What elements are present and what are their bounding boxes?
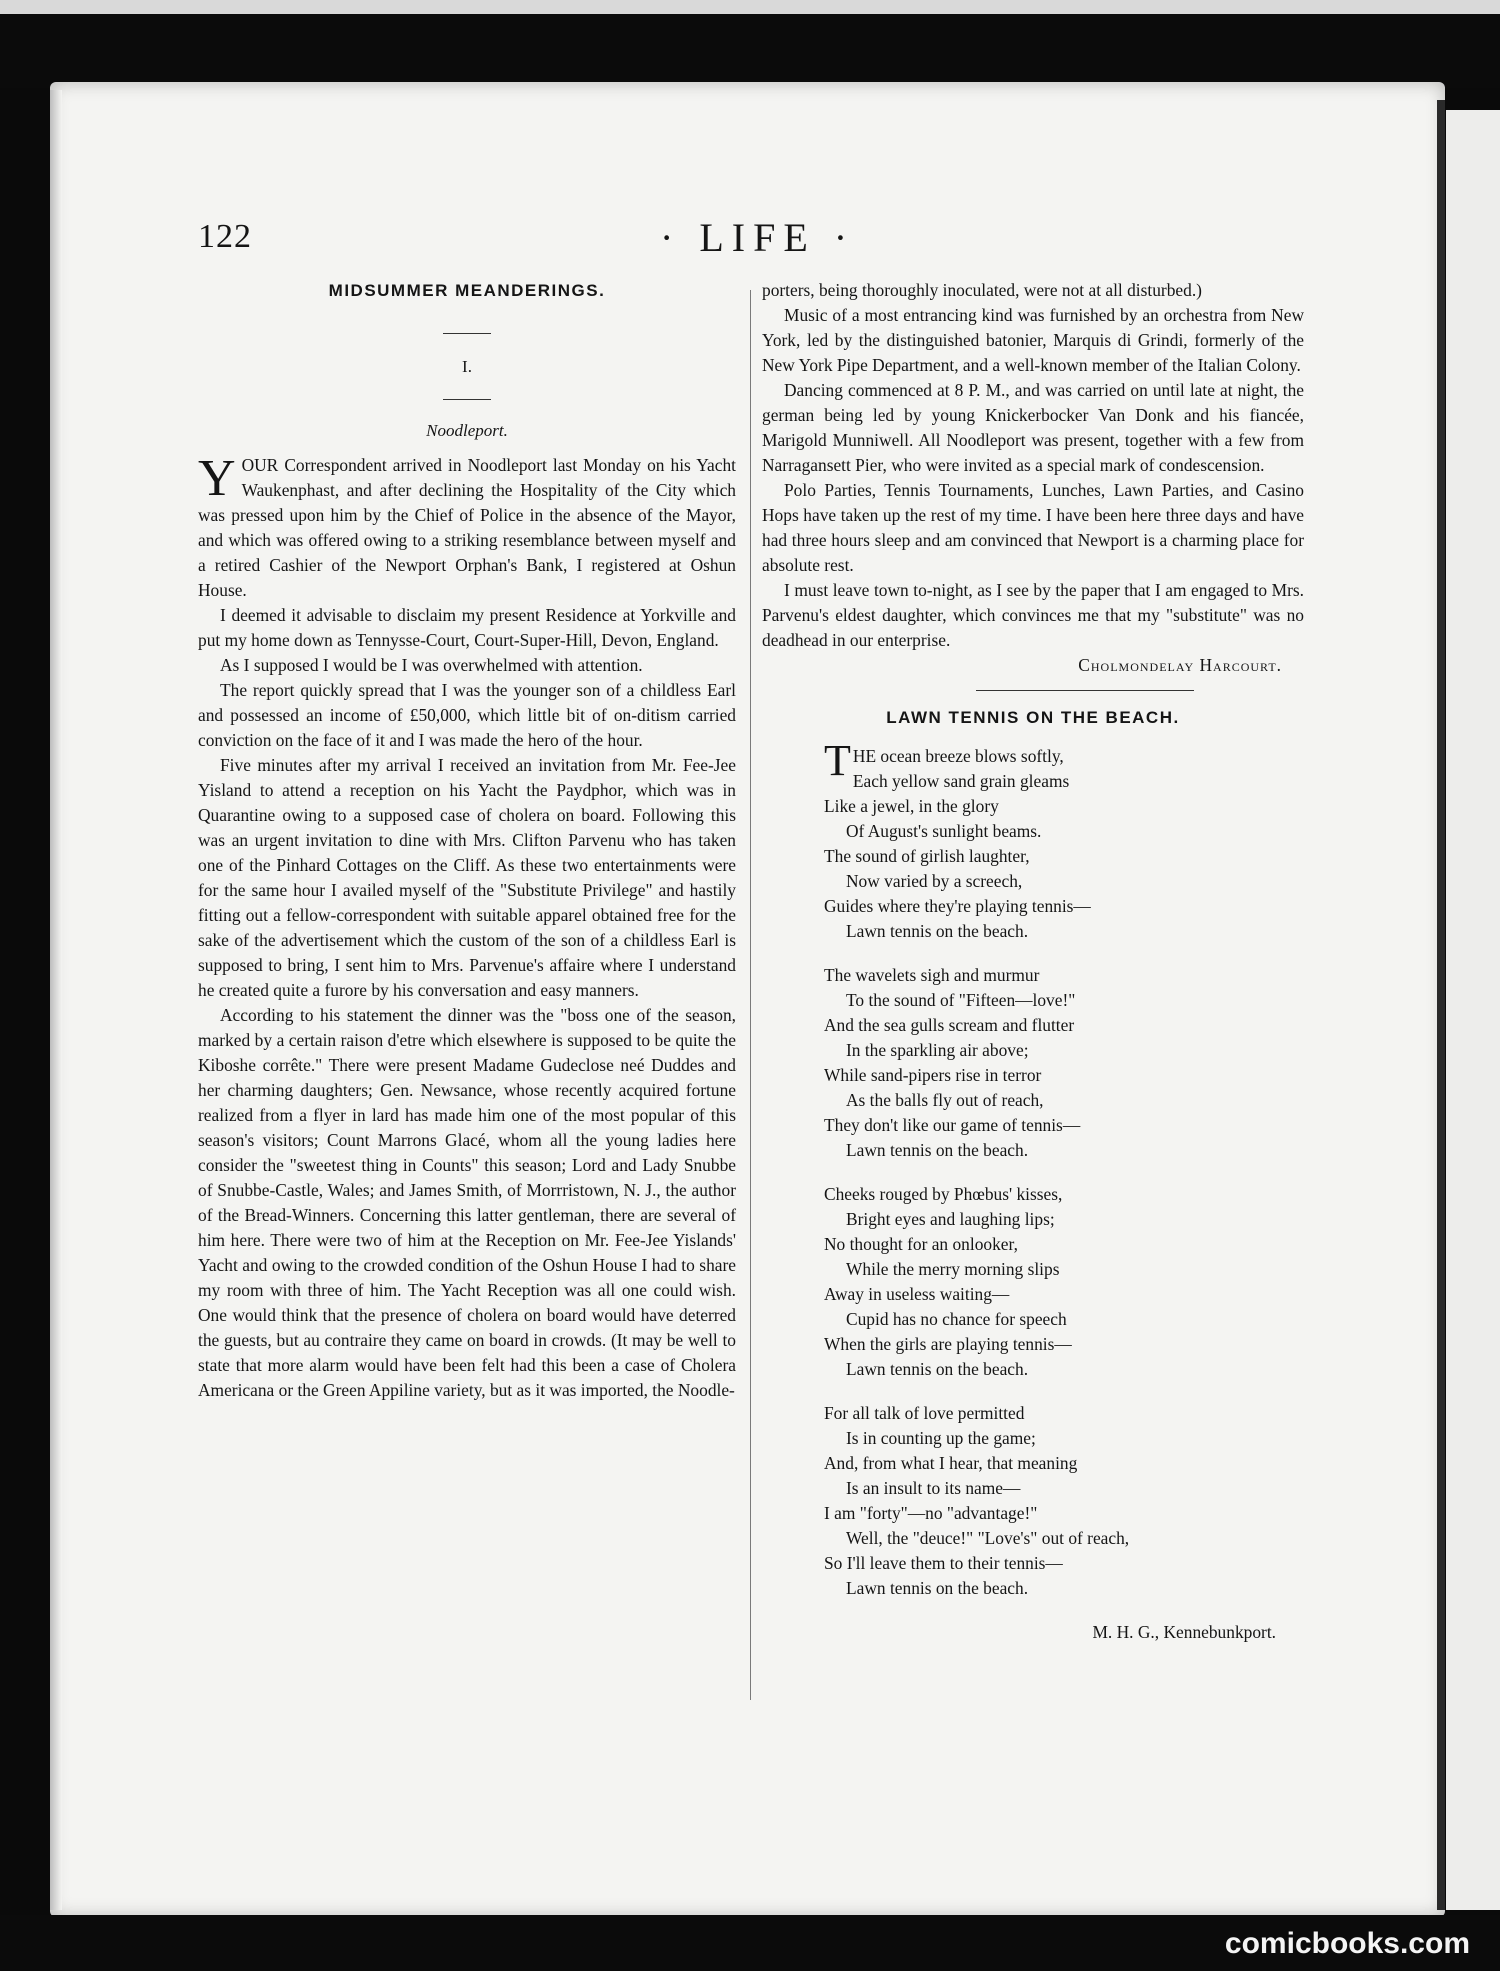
article-title: MIDSUMMER MEANDERINGS. bbox=[328, 281, 606, 300]
poem-line: Well, the "deuce!" "Love's" out of reach, bbox=[846, 1528, 1130, 1548]
poem bbox=[824, 736, 1304, 1645]
poem-line: I am "forty"—no "advantage!" bbox=[824, 1503, 1038, 1523]
poem-stanza bbox=[824, 736, 1304, 944]
masthead: · LIFE · bbox=[660, 215, 856, 260]
article-paragraph: I must leave town to-night, as I see by the paper that I am engaged to Mrs. Parvenu's eldest daughter, which convinces me that my "substitute" was no deadhead in our enterprise. bbox=[762, 580, 1304, 650]
poem-line: While the merry morning slips bbox=[846, 1259, 1060, 1279]
page-gutter bbox=[1437, 100, 1445, 1910]
page-left-edge bbox=[50, 90, 62, 1910]
poem-line: Cheeks rouged by Phœbus' kisses, bbox=[824, 1184, 1063, 1204]
article-paragraph: YOUR Correspondent arrived in Noodleport last Monday on his Yacht Waukenphast, and after declining the Hospitality of the City which was pressed upon him by the Chief of Police in the absence of the Mayor, and which was offered owing to a striking resemblance between myself and a retired Cashier of the Newport Orphan's Bank, I registered at Oshun House. bbox=[198, 450, 736, 600]
article-subtitle: Noodleport. bbox=[426, 421, 508, 440]
poem-line: For all talk of love permitted bbox=[824, 1403, 1025, 1423]
next-page-edge bbox=[1446, 110, 1500, 1910]
poem-line: And, from what I hear, that meaning bbox=[824, 1453, 1078, 1473]
poem-line: And the sea gulls scream and flutter bbox=[824, 1015, 1075, 1035]
poem-stanza bbox=[824, 1182, 1304, 1382]
poem-stanza bbox=[824, 1401, 1304, 1601]
poem-signature: M. H. G., Kennebunkport. bbox=[1092, 1622, 1276, 1642]
article-column-left bbox=[198, 278, 736, 1403]
article-paragraph: The report quickly spread that I was the younger son of a childless Earl and possessed an income of £50,000, which little bit of on-ditism carried conviction on the face of it and I was made the hero of the hour. bbox=[198, 680, 736, 750]
poem-line: The sound of girlish laughter, bbox=[824, 846, 1030, 866]
poem-line: They don't like our game of tennis— bbox=[824, 1115, 1081, 1135]
poem-line: Away in useless waiting— bbox=[824, 1284, 1010, 1304]
article-paragraph: According to his statement the dinner was the "boss one of the season, marked by a certain raison d'etre which elsewhere is supposed to be quite the Kiboshe corrête." There were present Madame Gudeclose neé Duddes and her charming daughters; Gen. Newsance, whose recently acquired fortune realized from a flyer in lard has made him one of the most popular of this season's visitors; Count Marrons Glacé, whom all the young ladies here consider the "sweetest thing in Counts" this season; Lord and Lady Snubbe of Snubbe-Castle, Wales; and James Smith, of Morrristown, N. J., the author of the Bread-Winners. Concerning this latter gentleman, there are several of him here. There were two of him at the Reception on Mr. Fee-Jee Yislands' Yacht and owing to the crowded condition of the Oshun House I had to share my room with three of him. The Yacht Reception was all one could wish. One would think that the presence of cholera on board would have deterred the guests, but au contraire they came on board in crowds. (It may be well to state that more alarm would have been felt had this been a case of Cholera Americana or the Green Appiline variety, but as it was imported, the Noodle- bbox=[198, 1005, 736, 1400]
poem-line: So I'll leave them to their tennis— bbox=[824, 1553, 1063, 1573]
poem-title: LAWN TENNIS ON THE BEACH. bbox=[886, 708, 1180, 727]
poem-line: The wavelets sigh and murmur bbox=[824, 965, 1040, 985]
article-paragraph: As I supposed I would be I was overwhelmed with attention. bbox=[220, 655, 643, 675]
scan-top-strip bbox=[0, 0, 1500, 14]
poem-line: Cupid has no chance for speech bbox=[846, 1309, 1067, 1329]
section-rule bbox=[976, 690, 1194, 691]
section-numeral: I. bbox=[462, 357, 472, 376]
poem-line: Lawn tennis on the beach. bbox=[846, 1578, 1029, 1598]
poem-line: Bright eyes and laughing lips; bbox=[846, 1209, 1055, 1229]
poem-drop-cap: T bbox=[824, 736, 851, 785]
article-signature: Cholmondelay Harcourt. bbox=[1078, 655, 1282, 675]
poem-line: Guides where they're playing tennis— bbox=[824, 896, 1091, 916]
article-paragraph: Five minutes after my arrival I received an invitation from Mr. Fee-Jee Yisland to attend a reception on his Yacht the Paydphor, which was in Quarantine owing to a supposed case of cholera on board. Following this was an urgent invitation to dine with Mrs. Clifton Parvenu who has taken one of the Pinhard Cottages on the Cliff. As these two entertainments were for the same hour I availed myself of the "Substitute Privilege" and hastily fitting out a fellow-correspondent with suitable apparel obtained free for the sake of the advertisement which the custom of the son of a childless Earl is supposed to bring, I sent him to Mrs. Parvenue's affaire where I understand he created quite a furore by his conversation and easy manners. bbox=[198, 755, 736, 1000]
poem-line: In the sparkling air above; bbox=[846, 1040, 1029, 1060]
poem-line: To the sound of "Fifteen—love!" bbox=[846, 990, 1076, 1010]
drop-cap: Y bbox=[198, 450, 236, 507]
article-paragraph: I deemed it advisable to disclaim my present Residence at Yorkville and put my home down as Tennysse-Court, Court-Super-Hill, Devon, England. bbox=[198, 605, 736, 650]
poem-line: Is in counting up the game; bbox=[846, 1428, 1036, 1448]
watermark: comicbooks.com bbox=[1224, 1927, 1470, 1960]
poem-line: When the girls are playing tennis— bbox=[824, 1334, 1072, 1354]
poem-line: No thought for an onlooker, bbox=[824, 1234, 1018, 1254]
article-paragraph: Polo Parties, Tennis Tournaments, Lunches, Lawn Parties, and Casino Hops have taken up the rest of my time. I have been here three days and have had three hours sleep and am convinced that Newport is a charming place for absolute rest. bbox=[762, 480, 1304, 575]
poem-line: Each yellow sand grain gleams bbox=[852, 771, 1070, 791]
page-number: 122 bbox=[198, 218, 252, 255]
poem-line: While sand-pipers rise in terror bbox=[824, 1065, 1042, 1085]
article-paragraph: porters, being thoroughly inoculated, were not at all disturbed.) bbox=[762, 280, 1202, 300]
article-column-right bbox=[762, 278, 1304, 1645]
poem-line: Of August's sunlight beams. bbox=[846, 821, 1042, 841]
title-rule bbox=[443, 333, 491, 334]
poem-line: Lawn tennis on the beach. bbox=[846, 1140, 1029, 1160]
article-paragraph: Dancing commenced at 8 P. M., and was carried on until late at night, the german being led by young Knickerbocker Van Donk and his fiancée, Marigold Munniwell. All Noodleport was present, together with a few from Narragansett Pier, who were invited as a special mark of condescension. bbox=[762, 380, 1304, 475]
poem-line: Now varied by a screech, bbox=[846, 871, 1023, 891]
numeral-rule bbox=[443, 399, 491, 400]
poem-line: Is an insult to its name— bbox=[846, 1478, 1021, 1498]
column-divider bbox=[750, 290, 751, 1700]
poem-line: As the balls fly out of reach, bbox=[846, 1090, 1044, 1110]
poem-line: Lawn tennis on the beach. bbox=[846, 1359, 1029, 1379]
article-paragraph: Music of a most entrancing kind was furnished by an orchestra from New York, led by the distinguished batonier, Marquis di Grindi, formerly of the New York Pipe Department, and a well-known member of the Italian Colony. bbox=[762, 305, 1304, 375]
poem-line: Like a jewel, in the glory bbox=[824, 796, 999, 816]
poem-line: THE ocean breeze blows softly, bbox=[824, 736, 1064, 785]
poem-line: Lawn tennis on the beach. bbox=[846, 921, 1029, 941]
poem-stanza bbox=[824, 963, 1304, 1163]
